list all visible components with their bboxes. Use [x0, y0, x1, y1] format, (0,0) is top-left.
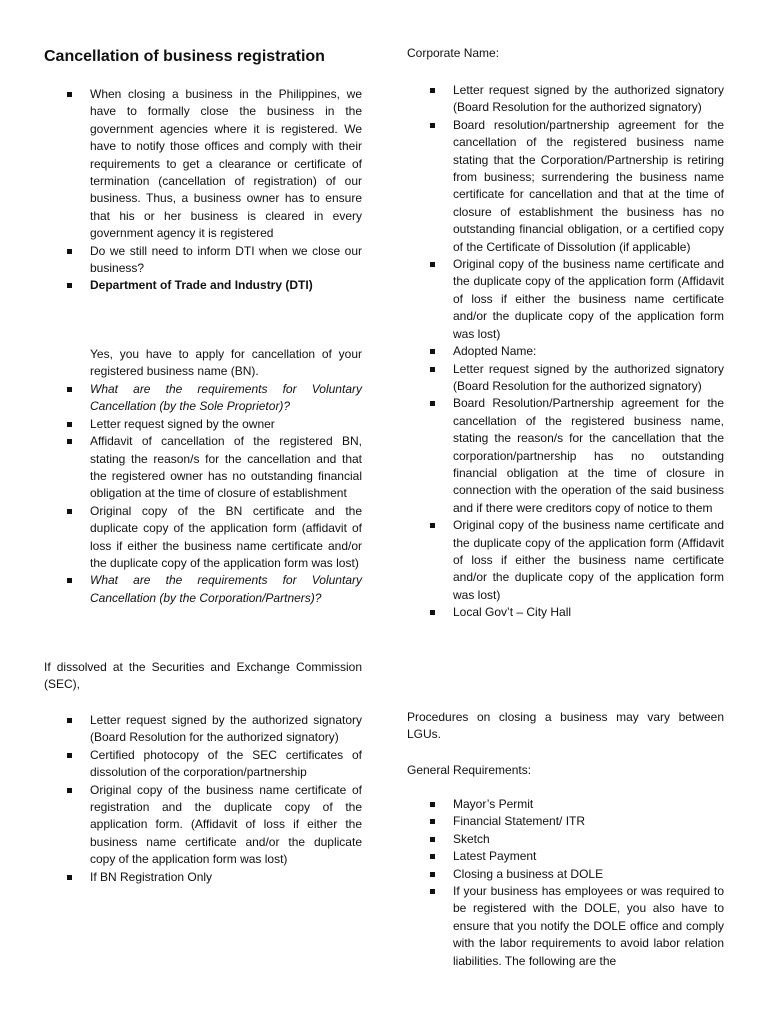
list-item: What are the requirements for Voluntary Cancellation (by the Corporation/Partners)?: [44, 572, 362, 607]
list-item: When closing a business in the Philippines, we have to formally close the business in the government agencies where it is registered. We have to notify those offices and comply with their requirements to get a clearance or certificate of termination (cancellation of registration) of our business. Thus, a business owner has to ensure that his or her business is cleared in every government agency it is registered: [44, 86, 362, 243]
list-item: Original copy of the business name certificate and the duplicate copy of the application form (Affidavit of loss if either the business name certificate and/or the duplicate copy of the application form was lost): [407, 256, 724, 343]
right-list-corporate: [407, 82, 724, 622]
bullet-icon: [430, 349, 435, 354]
paragraph-sec: If dissolved at the Securities and Exchange Commission (SEC),: [44, 660, 362, 692]
list-item: Original copy of the business name certificate and the duplicate copy of the application form (Affidavit of loss if either the business name certificate and/or the duplicate copy of the application form was lost): [407, 517, 724, 604]
list-item: Board resolution/partnership agreement for the cancellation of the registered business name stating that the Corporation/Partnership is retiring from business; surrendering the business name certificate for cancellation and that at the time of closure of establishment the business has no outstanding financial obligation, or a certified copy of the Certificate of Dissolution (if applicable): [407, 117, 724, 256]
list-item: If BN Registration Only: [44, 869, 362, 886]
list-item: Original copy of the business name certificate of registration and the duplicate copy of the application form. (Affidavit of loss if either the business name certificate and/or the duplicate copy of the application form was lost): [44, 782, 362, 869]
list-item: Affidavit of cancellation of the registered BN, stating the reason/s for the cancellation and that the registered owner has no outstanding financial obligation at the time of closure of establishment: [44, 433, 362, 503]
list-item: Latest Payment: [407, 848, 724, 865]
list-item: Closing a business at DOLE: [407, 866, 724, 883]
bullet-icon: [67, 578, 72, 583]
list-item: Original copy of the BN certificate and the duplicate copy of the application form (affidavit of loss if either the business name certificate and/or the duplicate copy of the application form was lost): [44, 503, 362, 573]
left-list-requirements: [44, 381, 362, 607]
bullet-icon: [67, 718, 72, 723]
list-item: Letter request signed by the authorized signatory (Board Resolution for the authorized signatory): [407, 82, 724, 117]
bullet-icon: [67, 788, 72, 793]
list-item: Department of Trade and Industry (DTI): [44, 277, 362, 294]
bullet-icon: [67, 387, 72, 392]
list-item: Letter request signed by the owner: [44, 416, 362, 433]
left-list-intro: [44, 86, 362, 295]
list-item: Board Resolution/Partnership agreement for the cancellation of the registered business name, stating the reason/s for the cancellation that the corporation/partnership has no outstanding financial obligation at the time of closure in connection with the operation of the said business and if there were creditors copy of notice to them: [407, 395, 724, 517]
list-item: If your business has employees or was required to be registered with the DOLE, you also have to ensure that you notify the DOLE office and comply with the labor requirements to avoid labor relation liabilities. The following are the: [407, 883, 724, 970]
list-item: Local Gov’t – City Hall: [407, 604, 724, 621]
bullet-icon: [430, 262, 435, 267]
bullet-icon: [430, 819, 435, 824]
bullet-icon: [430, 367, 435, 372]
bullet-icon: [67, 249, 72, 254]
bullet-icon: [67, 92, 72, 97]
bullet-icon: [430, 401, 435, 406]
bullet-icon: [430, 837, 435, 842]
list-item: Adopted Name:: [407, 343, 724, 360]
list-item: Mayor’s Permit: [407, 796, 724, 813]
right-list-general: [407, 796, 724, 970]
list-item: Financial Statement/ ITR: [407, 813, 724, 830]
list-item: What are the requirements for Voluntary Cancellation (by the Sole Proprietor)?: [44, 381, 362, 416]
bullet-icon: [67, 283, 72, 288]
bullet-icon: [430, 88, 435, 93]
page-title: Cancellation of business registration: [44, 48, 325, 65]
bullet-icon: [430, 123, 435, 128]
paragraph-yes: Yes, you have to apply for cancellation of your registered business name (BN).: [90, 347, 362, 379]
bullet-icon: [67, 422, 72, 427]
bullet-icon: [430, 802, 435, 807]
bullet-icon: [67, 875, 72, 880]
list-item: Letter request signed by the authorized signatory (Board Resolution for the authorized signatory): [407, 361, 724, 396]
list-item: Letter request signed by the authorized signatory (Board Resolution for the authorized signatory): [44, 712, 362, 747]
bullet-icon: [67, 509, 72, 514]
paragraph-procedures: Procedures on closing a business may vary between LGUs.: [407, 710, 724, 742]
bullet-icon: [67, 753, 72, 758]
list-item: Do we still need to inform DTI when we close our business?: [44, 243, 362, 278]
list-item: Sketch: [407, 831, 724, 848]
bullet-icon: [430, 854, 435, 859]
bullet-icon: [430, 889, 435, 894]
section-heading-corporate-name: Corporate Name:: [407, 46, 500, 60]
bullet-icon: [430, 523, 435, 528]
list-item: Certified photocopy of the SEC certificates of dissolution of the corporation/partnership: [44, 747, 362, 782]
bullet-icon: [430, 872, 435, 877]
left-list-sec: [44, 712, 362, 886]
bullet-icon: [430, 610, 435, 615]
bullet-icon: [67, 439, 72, 444]
paragraph-general-requirements: General Requirements:: [407, 763, 532, 777]
